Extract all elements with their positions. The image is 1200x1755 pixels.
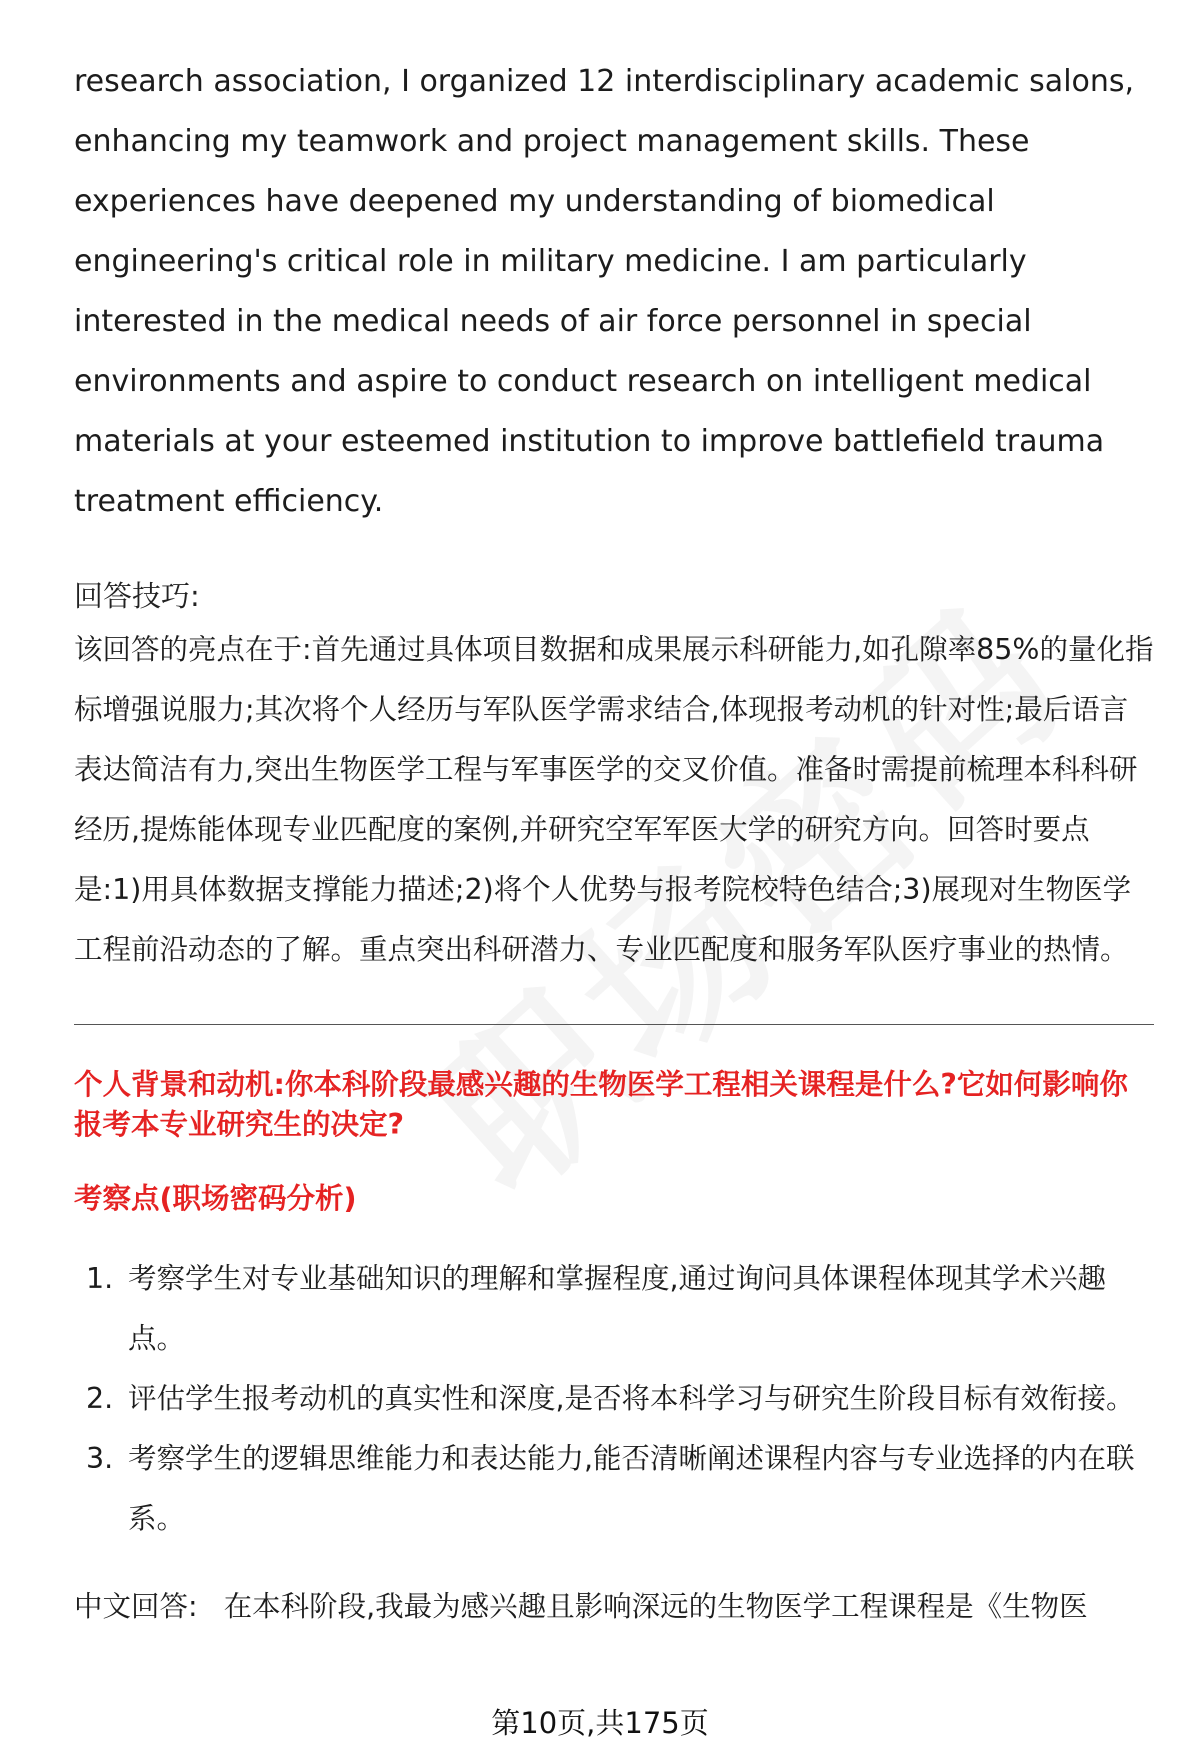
answer-paragraph: [74, 1587, 1154, 1627]
question-heading: 个人背景和动机:你本科阶段最感兴趣的生物医学工程相关课程是什么?它如何影响你报考本专业研究生的决定?: [74, 1068, 1128, 1141]
assessment-list: [74, 1249, 1154, 1549]
answer-label: 中文回答:: [74, 1590, 198, 1623]
intro-paragraph: research association, I organized 12 interdisciplinary academic salons, enhancing my teamwork and project management skills. These experiences have deepened my understanding of biomedical engineering's critical role in military medicine. I am particularly interested in the medical needs of air force personnel in special environments and aspire to conduct research on intelligent medical materials at your esteemed institution to improve battlefield trauma treatment efficiency.: [74, 64, 1135, 519]
section-divider: [74, 1024, 1154, 1025]
list-item: [74, 1429, 1154, 1549]
list-item-text: 评估学生报考动机的真实性和深度,是否将本科学习与研究生阶段目标有效衔接。: [128, 1382, 1135, 1415]
answer-text: 在本科阶段,我最为感兴趣且影响深远的生物医学工程课程是《生物医: [223, 1590, 1088, 1623]
page-indicator: 第10页,共175页: [491, 1706, 709, 1740]
tips-body: 该回答的亮点在于:首先通过具体项目数据和成果展示科研能力,如孔隙率85%的量化指标增强说服力;其次将个人经历与军队医学需求结合,体现报考动机的针对性;最后语言表达简洁有力,突出生物医学工程与军事医学的交叉价值。准备时需提前梳理本科科研经历,提炼能体现专业匹配度的案例,并研究空军军医大学的研究方向。回答时要点是:1)用具体数据支撑能力描述;2)将个人优势与报考院校特色结合;3)展现对生物医学工程前沿动态的了解。重点突出科研潜力、专业匹配度和服务军队医疗事业的热情。: [74, 633, 1154, 966]
list-item: [74, 1249, 1154, 1369]
list-item-number: 3.: [86, 1442, 114, 1475]
list-item-text: 考察学生的逻辑思维能力和表达能力,能否清晰阐述课程内容与专业选择的内在联系。: [128, 1442, 1135, 1535]
list-item: [74, 1369, 1154, 1429]
list-item-text: 考察学生对专业基础知识的理解和掌握程度,通过询问具体课程体现其学术兴趣点。: [128, 1262, 1107, 1355]
tips-label: 回答技巧:: [74, 579, 200, 613]
list-item-number: 2.: [86, 1382, 114, 1415]
list-item-number: 1.: [86, 1262, 114, 1295]
page-content: [74, 52, 1154, 1627]
assessment-heading: 考察点(职场密码分析): [74, 1182, 357, 1215]
